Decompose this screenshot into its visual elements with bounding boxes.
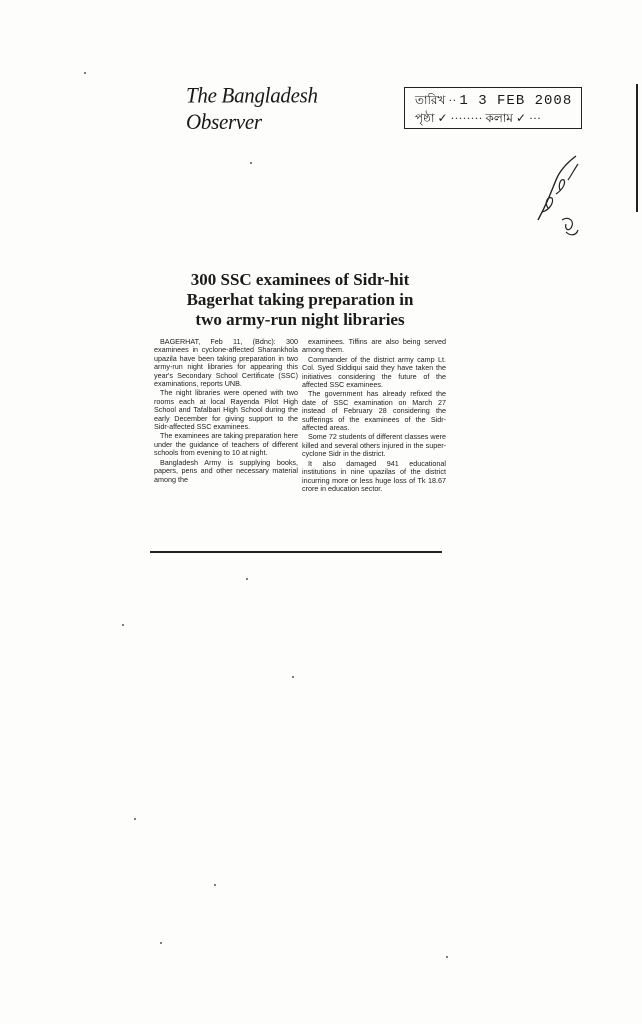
clipping-bottom-rule <box>150 551 442 553</box>
date-stamp-box <box>404 87 582 129</box>
headline-line-2: Bagerhat taking preparation in <box>186 290 414 309</box>
scan-speck <box>214 884 216 886</box>
paragraph: The night libraries were opened with two rooms each at local Rayenda Pilot High School and Tafalbari High School during the early December for giving support to the Sidr-affected SSC examinees. <box>154 388 298 432</box>
page-label: পৃষ্ঠা <box>415 111 435 125</box>
newspaper-masthead: The Bangladesh Observer <box>186 82 318 135</box>
paragraph: examinees. Tiffins are also being served among them. <box>302 337 446 355</box>
date-value: 1 3 FEB 2008 <box>459 93 573 109</box>
scan-speck <box>292 676 294 678</box>
paragraph: Some 72 students of different classes were killed and several others injured in the super-cyclone Sidr in the district. <box>302 432 446 459</box>
headline-line-1: 300 SSC examinees of Sidr-hit <box>190 270 410 289</box>
scan-speck <box>246 578 248 580</box>
article-column-1 <box>154 338 298 485</box>
article-column-2 <box>302 338 446 494</box>
scan-speck <box>134 818 136 820</box>
scan-speck <box>160 942 162 944</box>
scan-speck <box>446 956 448 958</box>
edge-scan-line <box>636 84 638 212</box>
paragraph: BAGERHAT, Feb 11, (Bdnc): 300 examinees in cyclone-affected Sharankhola upazila have been taking preparation in two army-run night libraries for appearing this year's Secondary School Certificate (SSC) examinations, reports UNB. <box>154 337 298 389</box>
newspaper-clipping <box>150 268 450 558</box>
scan-speck <box>122 624 124 626</box>
paragraph: The examinees are taking preparation here under the guidance of teachers of different schools from evening to 10 at night. <box>154 431 298 458</box>
date-row: তারিখ ·· 1 3 FEB 2008 <box>415 93 573 109</box>
scan-speck <box>250 162 252 164</box>
date-label: তারিখ <box>415 93 446 107</box>
page-column-row: পৃষ্ঠা ✓ ········ কলাম ✓ ··· <box>415 111 542 125</box>
headline-line-3: two army-run night libraries <box>195 310 405 329</box>
scan-speck <box>84 72 86 74</box>
paragraph: It also damaged 941 educational institutions in nine upazilas of the district incurring more or less huge loss of Tk 18.67 crore in education sector. <box>302 458 446 493</box>
column-label: কলাম <box>485 111 513 125</box>
paragraph: Commander of the district army camp Lt. Col. Syed Siddiqui said they have taken the initiatives considering the future of the affected SSC examinees. <box>302 354 446 390</box>
paragraph: The government has already refixed the date of SSC examination on March 27 instead of February 28 considering the sufferings of the examinees of the Sidr-affected areas. <box>302 389 446 433</box>
paragraph: Bangladesh Army is supplying books, papers, pens and other necessary material among the <box>154 457 298 484</box>
article-headline <box>150 270 450 330</box>
handwritten-refer-note <box>528 150 588 240</box>
